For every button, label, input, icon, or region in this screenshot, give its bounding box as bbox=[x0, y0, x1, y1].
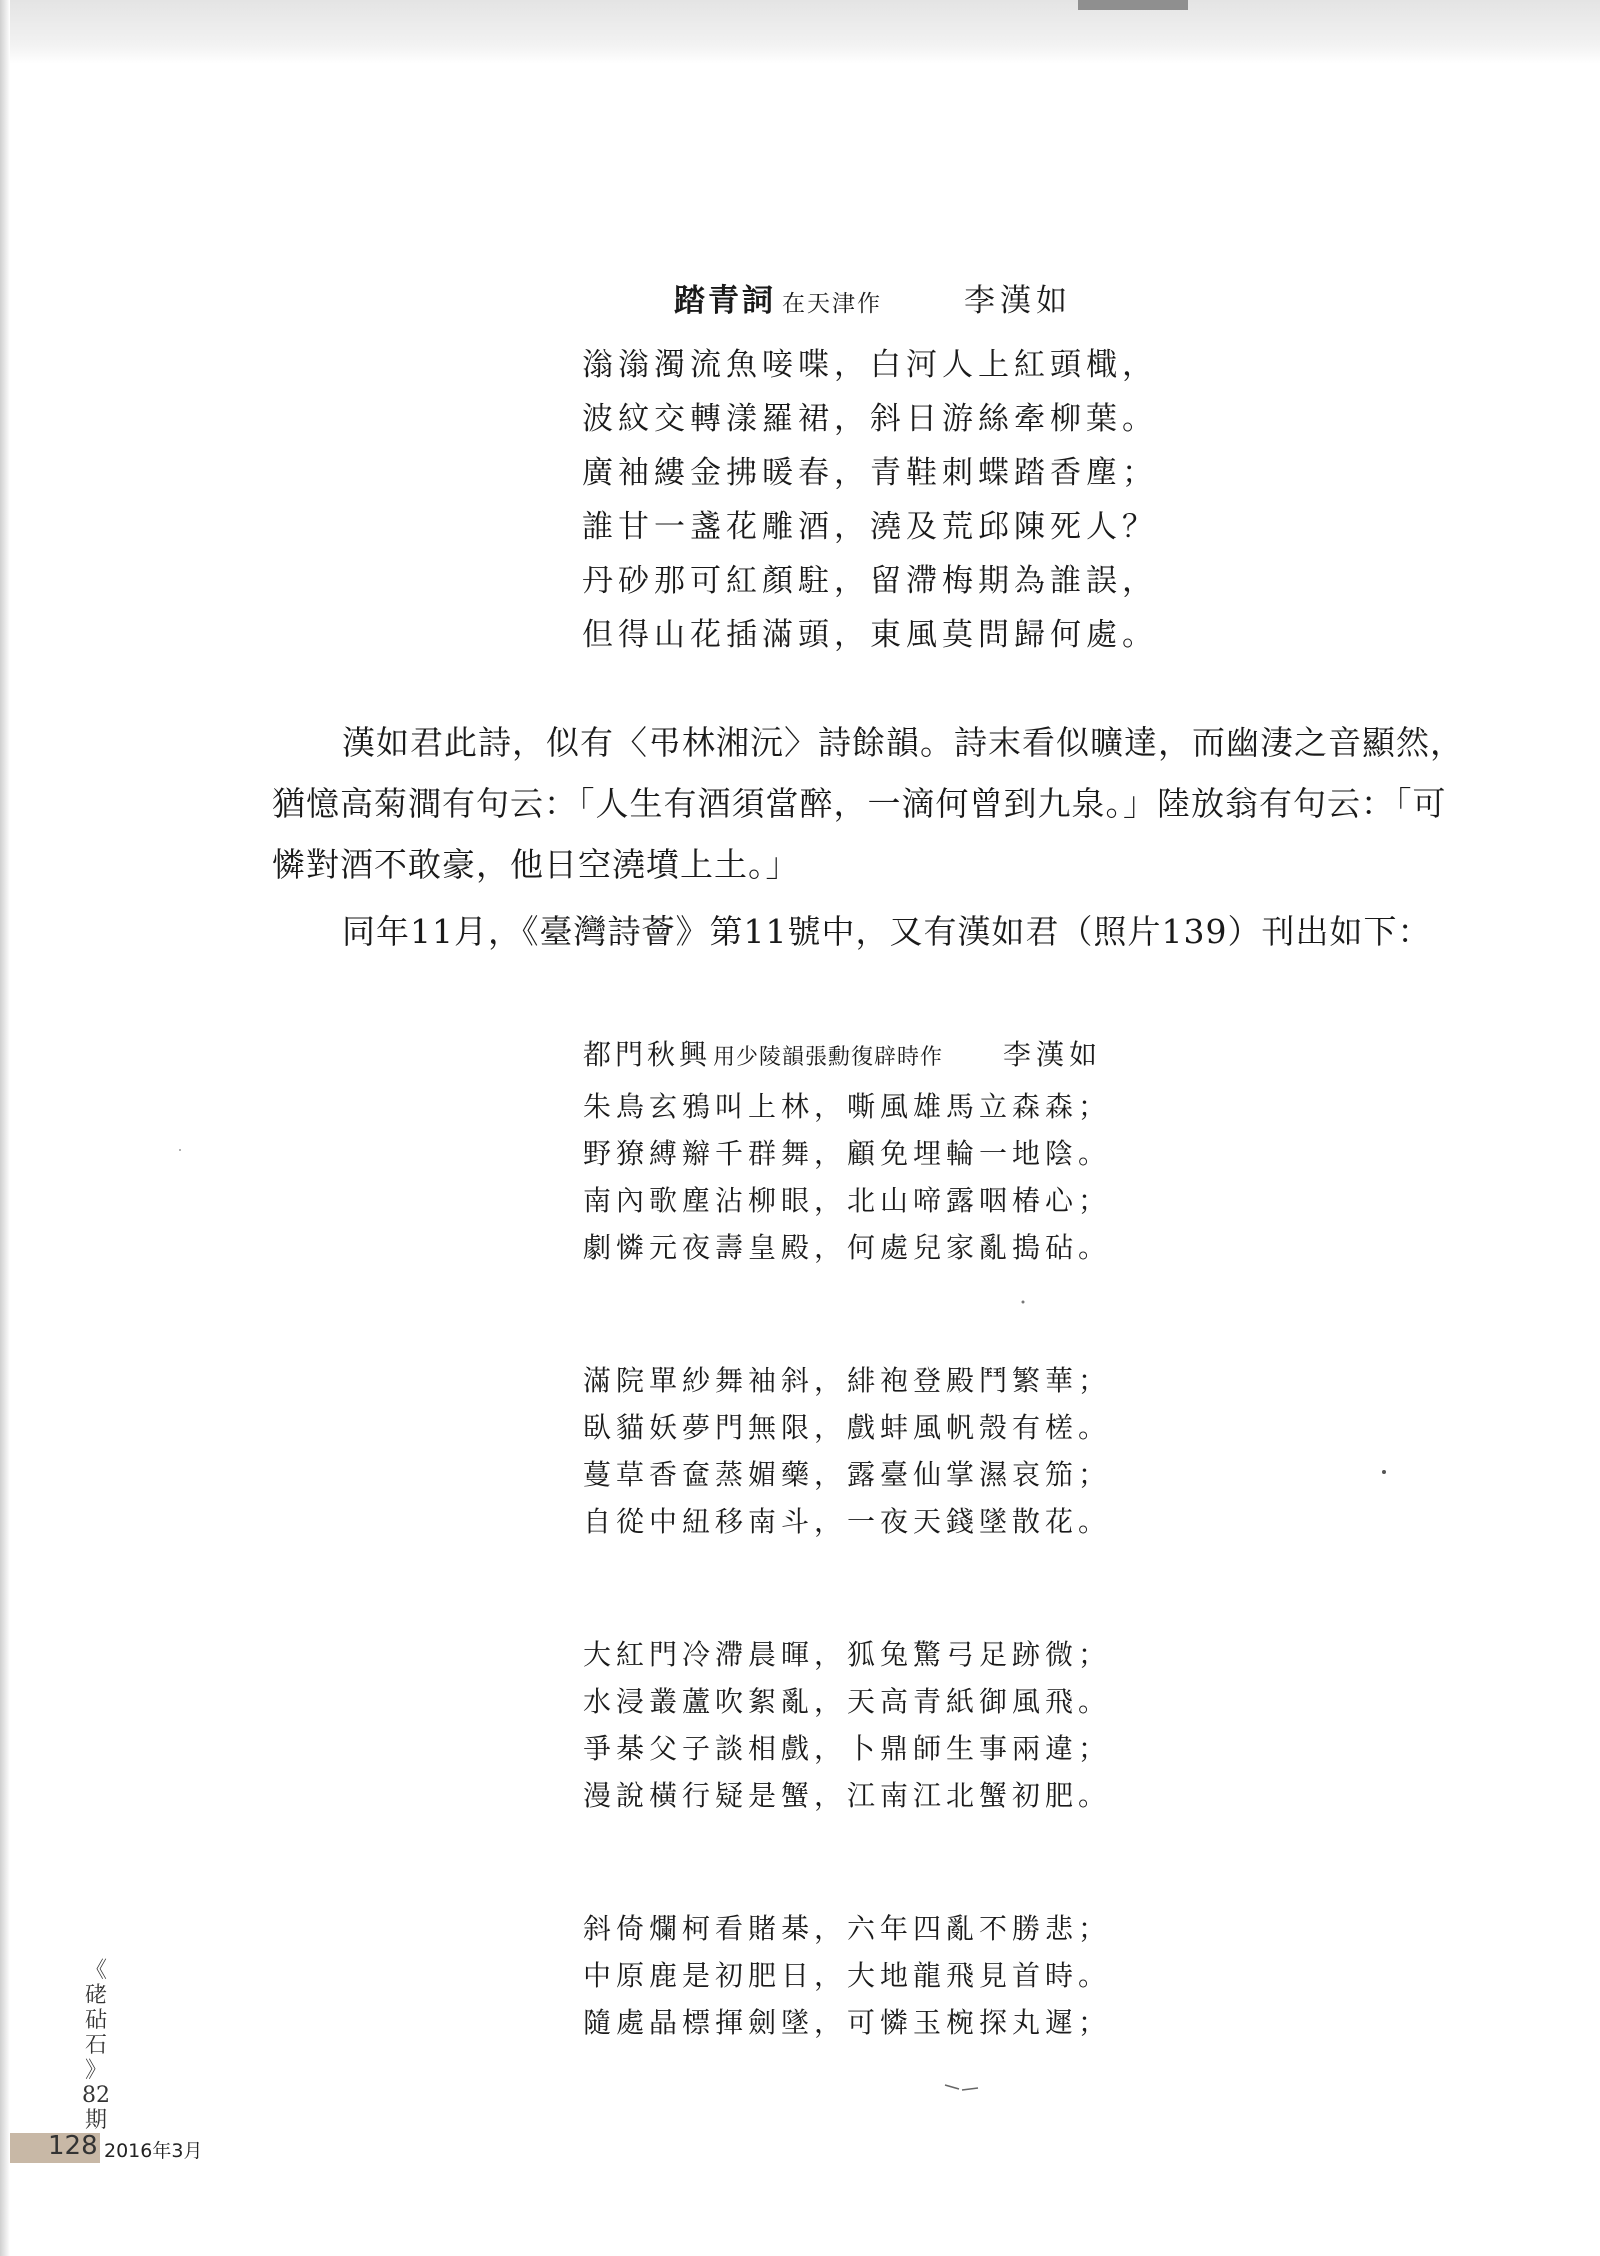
paragraph: 同年11月，《臺灣詩薈》第11號中，又有漢如君（照片139）刊出如下： bbox=[342, 912, 1432, 951]
poem-line: 劇憐元夜壽皇殿，何處兒家亂搗砧。 bbox=[583, 1231, 1112, 1264]
poem-subtitle: 用少陵韻張勳復辟時作 bbox=[713, 1045, 944, 1070]
poem-line: 誰甘一盞花雕酒，澆及荒邱陳死人？ bbox=[582, 509, 1158, 545]
poem-line: 滿院單紗舞袖斜，緋袍登殿鬥繁華； bbox=[583, 1364, 1112, 1397]
poem-line: 自從中紐移南斗，一夜天錢墜散花。 bbox=[583, 1505, 1112, 1538]
journal-issue: 82 bbox=[82, 2083, 110, 2108]
journal-char: 石 bbox=[84, 2033, 107, 2058]
speck bbox=[945, 2085, 978, 2090]
poem-title: 都門秋興 bbox=[583, 1038, 712, 1071]
poem-line: 中原鹿是初肥日，大地龍飛見首時。 bbox=[583, 1959, 1112, 1992]
issue-date: 2016年3月 bbox=[104, 2140, 203, 2162]
paragraph: 漢如君此詩，似有〈弔林湘沅〉詩餘韻。詩末看似曠達，而幽淒之音顯然，猶憶高菊澗有句云：「人生有酒須當醉，一滴何曾到九泉。」陸放翁有句云：「可憐對酒不敢豪，他日空澆墳上土。」 bbox=[272, 723, 1464, 884]
poem-line: 朱鳥玄鴉叫上林，嘶風雄馬立森森； bbox=[583, 1090, 1112, 1123]
poem-title: 踏青詞 bbox=[674, 283, 776, 319]
poem-line: 爭棊父子談相戲，卜鼎師生事兩違； bbox=[583, 1732, 1112, 1765]
poem-line: 滃滃濁流魚唼喋，白河人上紅頭檝， bbox=[582, 347, 1158, 383]
poem-author: 李漢如 bbox=[1003, 1038, 1103, 1071]
poem-line: 蔓草香奩蒸媚藥，露臺仙掌濕哀笳； bbox=[583, 1458, 1112, 1491]
journal-char: 砧 bbox=[84, 2008, 107, 2033]
poem-line: 隨處晶標揮劍墜，可憐玉椀探丸遲； bbox=[583, 2006, 1112, 2039]
journal-char: 》 bbox=[84, 2058, 107, 2083]
poem-line: 波紋交轉漾羅裙，斜日游絲牽柳葉。 bbox=[582, 401, 1158, 437]
poem-subtitle: 在天津作 bbox=[782, 291, 882, 317]
journal-char: 硓 bbox=[84, 1983, 107, 2008]
journal-char: 期 bbox=[84, 2108, 107, 2133]
poem-line: 水浸叢蘆吹絮亂，天高青紙御風飛。 bbox=[583, 1685, 1112, 1718]
poem-line: 南內歌塵沾柳眼，北山啼露咽椿心； bbox=[583, 1184, 1112, 1217]
speck bbox=[1022, 1301, 1025, 1304]
poem-line: 漫說橫行疑是蟹，江南江北蟹初肥。 bbox=[583, 1779, 1112, 1812]
poem-line: 丹砂那可紅顏駐，留滯梅期為誰誤， bbox=[582, 563, 1158, 599]
poem-author: 李漢如 bbox=[964, 283, 1072, 319]
journal-char: 《 bbox=[84, 1958, 107, 1983]
speck bbox=[1382, 1470, 1386, 1474]
poem-line: 廣袖縷金拂暖春，青鞋刺蝶踏香塵； bbox=[582, 455, 1158, 491]
poem-line: 野獠縛辮千群舞，顧免埋輪一地陰。 bbox=[583, 1137, 1112, 1170]
poem-line: 大紅門冷滯晨暉，狐兔驚弓足跡微； bbox=[583, 1638, 1112, 1671]
speck bbox=[179, 1149, 181, 1151]
poem-line: 斜倚爛柯看賭棊，六年四亂不勝悲； bbox=[583, 1912, 1112, 1945]
page-number: 128 bbox=[48, 2131, 98, 2161]
poem-line: 臥貓妖夢門無限，戲蚌風帆殼有槎。 bbox=[583, 1411, 1112, 1444]
poem-line: 但得山花插滿頭，東風莫問歸何處。 bbox=[582, 617, 1158, 653]
